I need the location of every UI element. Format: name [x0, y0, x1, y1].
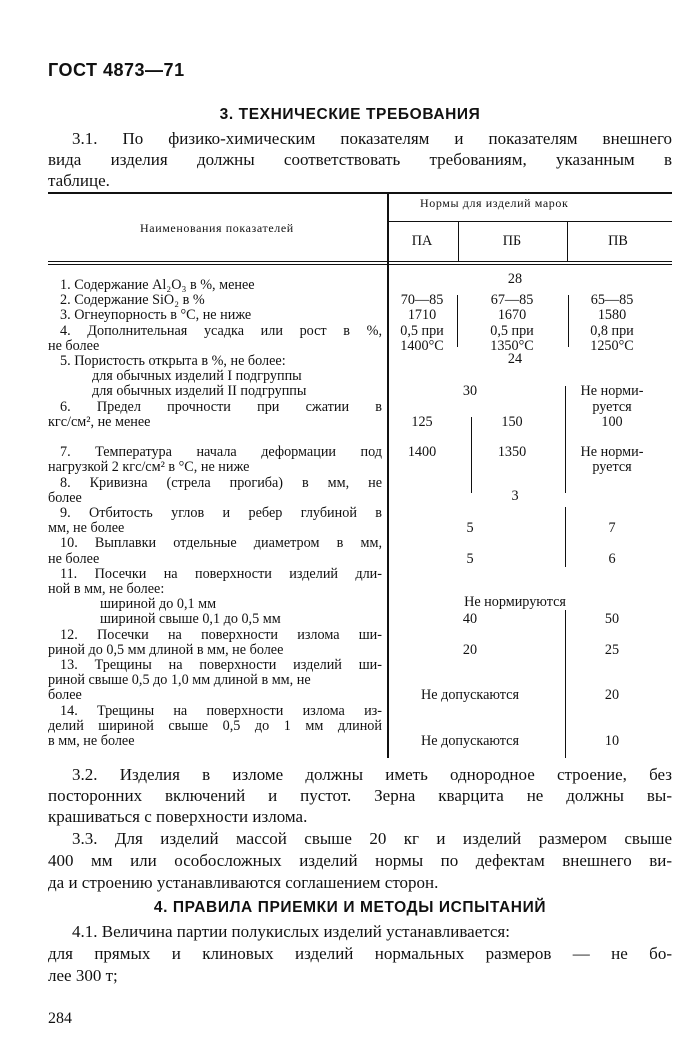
norm-value-pa: 0,5 при [400, 322, 444, 339]
norm-value-pv: 10 [604, 733, 620, 749]
norms-header-rule [388, 221, 672, 222]
indicator-line: 3. Огнеупорность в °С, не ниже [60, 307, 252, 324]
paragraph-4-1-line: для прямых и клиновых изделий нормальных размеров — не бо- [48, 944, 672, 963]
indicator-line: 4. Дополнительная усадка или рост в %, [60, 322, 382, 339]
column-header-indicator-names: Наименования показателей [140, 221, 294, 235]
grade-header-pb: ПБ [502, 233, 522, 249]
header-bottom-rule [48, 261, 672, 262]
indicator-line: нагрузкой 2 кгс/см² в °С, не ниже [48, 459, 250, 476]
grade-divider [458, 222, 459, 262]
section-3-title: 3. ТЕХНИЧЕСКИЕ ТРЕБОВАНИЯ [219, 106, 481, 123]
column-divider [565, 507, 566, 567]
norm-value-pv: 7 [608, 520, 616, 537]
indicator-line: в мм, не более [48, 733, 135, 749]
norm-value-pv: Не норми- [580, 383, 644, 400]
indicator-line: не более [48, 550, 100, 567]
indicator-line: 5. Пористость открыта в %, не более: [60, 353, 286, 369]
norm-value-all: 3 [511, 487, 519, 504]
norm-value-pb: 0,5 при [490, 322, 534, 339]
norm-value-pv: 0,8 при [590, 322, 634, 339]
paragraph-3-1-line: 3.1. По физико-химическим показателям и показателям внешнего [72, 129, 672, 148]
norm-value-papb: 5 [466, 520, 474, 537]
paragraph-3-3-line: 400 мм или особосложных изделий нормы по дефектам внешнего ви- [48, 851, 672, 870]
norm-value-pv: 1250°С [590, 337, 634, 354]
norm-value-pv: 100 [601, 413, 623, 430]
indicator-line: 8. Кривизна (стрела прогиба) в мм, не [60, 474, 382, 491]
norm-value-pv: 25 [604, 641, 620, 658]
indicator-line: для обычных изделий I подгруппы [92, 368, 302, 385]
indicator-line: шириной до 0,1 мм [100, 596, 217, 613]
indicator-line: риной свыше 0,5 до 1,0 мм длиной в мм, не [48, 672, 311, 689]
indicator-line: для обычных изделий II подгруппы [92, 383, 307, 400]
indicator-line: более [48, 489, 82, 506]
indicator-line: 14. Трещины на поверхности излома из- [60, 702, 382, 719]
indicator-line: не более [48, 337, 100, 354]
norm-value-all: Не нормируются [464, 594, 566, 611]
column-divider [568, 295, 569, 347]
column-divider [471, 417, 472, 493]
indicator-line: 2. Содержание SiO₂ в % [60, 292, 205, 309]
paragraph-4-1-line: 4.1. Величина партии полукислых изделий устанавливается: [72, 922, 510, 941]
paragraph-4-1-line: лее 300 т; [48, 966, 118, 985]
norm-value-pv: Не норми- [580, 444, 644, 461]
indicator-line: мм, не более [48, 520, 125, 537]
paragraph-3-2-line: посторонних включений и пустот. Зерна кварцита не должны вы- [48, 786, 672, 805]
grade-header-pv: ПВ [608, 233, 628, 249]
norm-value-pv: 6 [608, 550, 616, 567]
norm-value-papb: 20 [462, 641, 478, 658]
indicator-line: кгс/см², не менее [48, 413, 151, 430]
column-divider [565, 610, 566, 758]
norm-value-pb: 67—85 [490, 292, 534, 309]
indicator-line: более [48, 687, 82, 704]
norm-value-pv: руется [592, 459, 632, 476]
column-divider [457, 295, 458, 347]
paragraph-3-1-line: таблице. [48, 171, 110, 190]
indicator-line: делий шириной свыше 0,5 до 1 мм длиной [48, 717, 382, 734]
indicator-line: 9. Отбитость углов и ребер глубиной в [60, 505, 382, 521]
document-code: ГОСТ 4873—71 [48, 60, 185, 80]
norm-value-all: 24 [507, 351, 523, 367]
indicator-line: 11. Посечки на поверхности изделий дли- [60, 565, 382, 582]
norm-value-pv: 50 [604, 611, 620, 628]
indicator-line: ной в мм, не более: [48, 581, 165, 597]
paragraph-3-3-line: да и строению устанавливаются соглашением сторон. [48, 873, 439, 892]
norm-value-papb: 5 [466, 550, 474, 567]
norm-value-papb: Не допускаются [421, 687, 519, 704]
norm-value-pb: 1670 [497, 307, 527, 324]
norm-value-pa: 70—85 [400, 292, 444, 309]
norm-value-papb: 40 [462, 611, 478, 628]
column-divider [565, 386, 566, 493]
grade-header-pa: ПА [411, 233, 433, 249]
grade-divider [567, 222, 568, 262]
norm-value-pa: 125 [411, 413, 433, 430]
paragraph-3-3-line: 3.3. Для изделий массой свыше 20 кг и изделий размером свыше [72, 829, 672, 848]
norm-value-pa: 1400 [407, 444, 437, 461]
norm-value-pv: 1580 [597, 307, 627, 324]
section-4-title: 4. ПРАВИЛА ПРИЕМКИ И МЕТОДЫ ИСПЫТАНИЙ [153, 899, 547, 916]
paragraph-3-2-line: крашиваться с поверхности излома. [48, 807, 308, 826]
norm-value-pb: 1350°С [490, 337, 534, 354]
norm-value-pv: 65—85 [590, 292, 634, 309]
table-top-rule [48, 192, 672, 194]
header-bottom-rule [48, 264, 672, 265]
indicator-line: 10. Выплавки отдельные диаметром в мм, [60, 535, 382, 552]
norm-value-pb: 1350 [497, 444, 527, 461]
norm-value-papb: 30 [462, 383, 478, 400]
table-main-divider [387, 194, 389, 758]
norm-value-pv: руется [592, 398, 632, 415]
norm-value-papb: Не допускаются [421, 733, 519, 749]
indicator-line: 7. Температура начала деформации под [60, 444, 382, 461]
indicator-line: 1. Содержание Al₂O₃ в %, менее [60, 277, 255, 293]
paragraph-3-2-line: 3.2. Изделия в изломе должны иметь однородное строение, без [72, 765, 672, 784]
indicator-line: 12. Посечки на поверхности излома ши- [60, 626, 382, 643]
norm-value-all: 28 [507, 271, 523, 287]
column-header-norms: Нормы для изделий марок [420, 196, 569, 210]
indicator-line: риной до 0,5 мм длиной в мм, не более [48, 641, 284, 658]
norm-value-pv: 20 [604, 687, 620, 704]
page-number: 284 [48, 1010, 72, 1027]
indicator-line: шириной свыше 0,1 до 0,5 мм [100, 611, 281, 628]
indicator-line: 13. Трещины на поверхности изделий ши- [60, 657, 382, 673]
paragraph-3-1-line: вида изделия должны соответствовать требованиям, указанным в [48, 150, 672, 169]
indicator-line: 6. Предел прочности при сжатии в [60, 398, 382, 415]
norm-value-pa: 1400°С [400, 337, 444, 354]
norm-value-pa: 1710 [407, 307, 437, 324]
norm-value-pb: 150 [501, 413, 523, 430]
